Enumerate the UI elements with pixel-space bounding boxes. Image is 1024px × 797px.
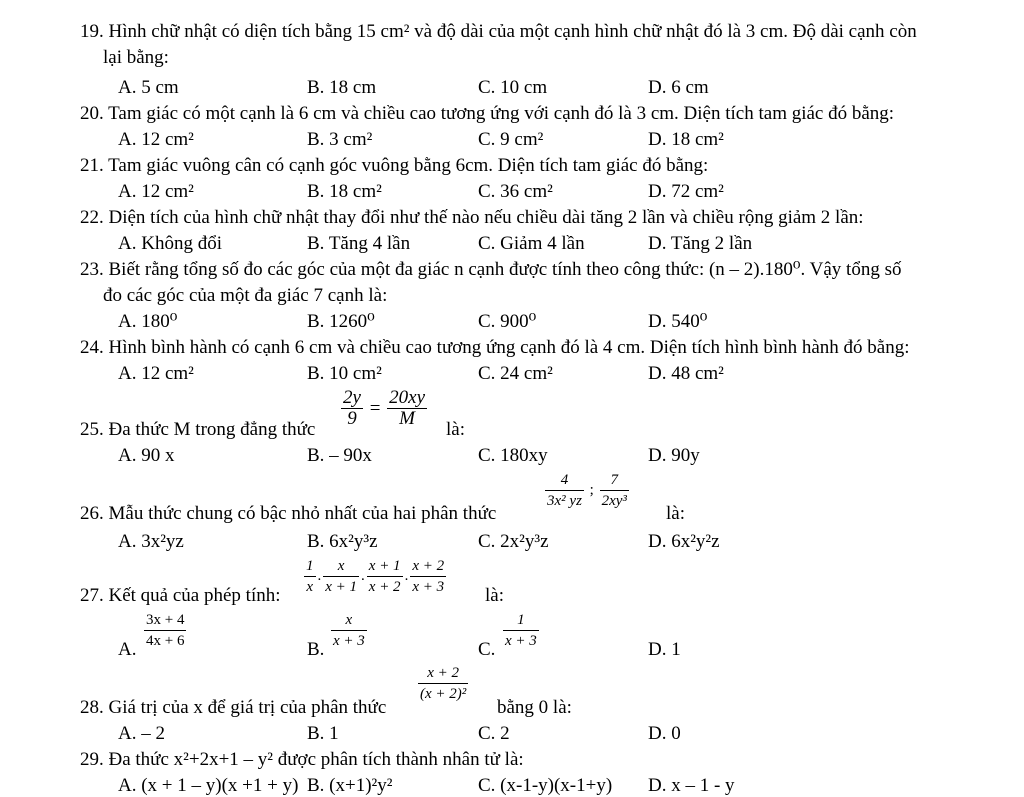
question-23-text-cont: đo các góc của một đa giác 7 cạnh là:	[103, 285, 388, 306]
question-28-prefix: 28. Giá trị của x để giá trị của phân thức	[80, 697, 387, 718]
q20-option-a: A. 12 cm²	[118, 129, 194, 150]
q25-option-a: A. 90 x	[118, 445, 175, 466]
question-27-suffix: là:	[485, 585, 504, 606]
q19-option-b: B. 18 cm	[307, 77, 377, 98]
q23-option-d: D. 540⁰	[648, 311, 708, 332]
q27-dot-1: .	[317, 568, 322, 584]
q22-option-b: B. Tăng 4 lần	[307, 233, 411, 254]
q27-fraction-2: $\frac{x}{x + 1}$	[325, 558, 358, 595]
question-22-text: 22. Diện tích của hình chữ nhật thay đổi như thế nào nếu chiều dài tăng 2 lần và chiều rộng giảm 2 lần:	[80, 207, 864, 228]
q27-dot-2: .	[361, 568, 365, 584]
q21-option-c: C. 36 cm²	[478, 181, 553, 202]
question-19-text: 19. Hình chữ nhật có diện tích bằng 15 cm² và độ dài của một cạnh hình chữ nhật đó là 3 cm. Độ dài cạnh còn	[80, 21, 917, 42]
q29-option-d: D. x – 1 - y	[648, 775, 735, 796]
q21-option-a: A. 12 cm²	[118, 181, 194, 202]
q25-equals: =	[369, 398, 381, 419]
question-23-text: 23. Biết rằng tổng số đo các góc của một đa giác n cạnh được tính theo công thức: (n – 2).180⁰. Vậy tổng số	[80, 259, 902, 280]
q27-expression	[304, 556, 446, 597]
question-20-text: 20. Tam giác có một cạnh là 6 cm và chiều cao tương ứng với cạnh đó là 3 cm. Diện tích tam giác đó bằng:	[80, 103, 895, 124]
q23-option-c: C. 900⁰	[478, 311, 537, 332]
q22-option-c: C. Giảm 4 lần	[478, 233, 585, 254]
q27-fraction-1: $\frac{1}{x}$	[306, 558, 314, 595]
question-29-text: 29. Đa thức x²+2x+1 – y² được phân tích thành nhân tử là:	[80, 749, 524, 770]
q19-option-c: C. 10 cm	[478, 77, 548, 98]
question-28-suffix: bằng 0 là:	[497, 697, 572, 718]
q25-option-c: C. 180xy	[478, 445, 548, 466]
q26-fraction-1: $\frac{4}{\text{3x² yz}}$	[547, 472, 582, 509]
question-21-text: 21. Tam giác vuông cân có cạnh góc vuông bằng 6cm. Diện tích tam giác đó bằng:	[80, 155, 709, 176]
q26-option-c: C. 2x²y³z	[478, 531, 549, 552]
question-24-text: 24. Hình bình hành có cạnh 6 cm và chiều cao tương ứng cạnh đó là 4 cm. Diện tích hình bình hành đó bằng:	[80, 337, 910, 358]
q26-fractions	[545, 470, 629, 511]
q27-option-d: D. 1	[648, 639, 681, 660]
q28-fraction: $\frac{x + 2}{\text{(x + 2)²}}$	[420, 665, 467, 702]
q25-option-b: B. – 90x	[307, 445, 372, 466]
q27-dot-3: .	[404, 568, 409, 584]
q26-separator: ;	[589, 482, 594, 498]
q25-fraction-left: $\frac{2y}{9}$	[343, 387, 361, 429]
q20-option-d: D. 18 cm²	[648, 129, 724, 150]
question-27-prefix: 27. Kết quả của phép tính:	[80, 585, 281, 606]
q28-option-b: B. 1	[307, 723, 339, 744]
q24-option-b: B. 10 cm²	[307, 363, 382, 384]
q29-option-a: A. (x + 1 – y)(x +1 + y)	[118, 775, 299, 796]
q25-option-d: D. 90y	[648, 445, 700, 466]
q24-option-d: D. 48 cm²	[648, 363, 724, 384]
q27-option-a-label: A.	[118, 639, 137, 660]
q23-option-b: B. 1260⁰	[307, 311, 375, 332]
q26-option-d: D. 6x²y²z	[648, 531, 720, 552]
q27-option-b-label: B.	[307, 639, 325, 660]
q25-equation	[341, 388, 427, 429]
q26-fraction-2: $\frac{7}{\text{2xy³}}$	[601, 472, 627, 509]
q24-option-c: C. 24 cm²	[478, 363, 553, 384]
question-25-suffix: là:	[446, 419, 465, 440]
q19-option-a: A. 5 cm	[118, 77, 179, 98]
q27-fraction-3: $\frac{x + 1}{x + 2}$	[368, 558, 401, 595]
q26-option-b: B. 6x²y³z	[307, 531, 378, 552]
q27-option-b-fraction: $\frac{x}{x + 3}$	[333, 612, 365, 649]
q21-option-b: B. 18 cm²	[307, 181, 382, 202]
q22-option-d: D. Tăng 2 lần	[648, 233, 753, 254]
q20-option-b: B. 3 cm²	[307, 129, 373, 150]
q27-option-c-label: C.	[478, 639, 496, 660]
q21-option-d: D. 72 cm²	[648, 181, 724, 202]
q28-option-d: D. 0	[648, 723, 681, 744]
q28-option-c: C. 2	[478, 723, 510, 744]
q27-fraction-4: $\frac{x + 2}{x + 3}$	[412, 558, 445, 595]
q24-option-a: A. 12 cm²	[118, 363, 194, 384]
q23-option-a: A. 180⁰	[118, 311, 178, 332]
q20-option-c: C. 9 cm²	[478, 129, 544, 150]
question-26-suffix: là:	[666, 503, 685, 524]
question-26-prefix: 26. Mẫu thức chung có bậc nhỏ nhất của hai phân thức	[80, 503, 497, 524]
q28-option-a: A. – 2	[118, 723, 165, 744]
q29-option-c: C. (x-1-y)(x-1+y)	[478, 775, 613, 796]
q27-option-c-fraction: $\frac{1}{x + 3}$	[505, 612, 537, 649]
question-19-text-cont: lại bằng:	[103, 47, 169, 68]
q29-option-b: B. (x+1)²y²	[307, 775, 393, 796]
q27-option-a-fraction: $\frac{3x + 4}{4x + 6}$	[146, 612, 185, 649]
q25-fraction-right: $\frac{20xy}{M}$	[389, 387, 426, 429]
q19-option-d: D. 6 cm	[648, 77, 709, 98]
question-25-prefix: 25. Đa thức M trong đẳng thức	[80, 419, 316, 440]
q22-option-a: A. Không đổi	[118, 233, 222, 254]
q26-option-a: A. 3x²yz	[118, 531, 184, 552]
